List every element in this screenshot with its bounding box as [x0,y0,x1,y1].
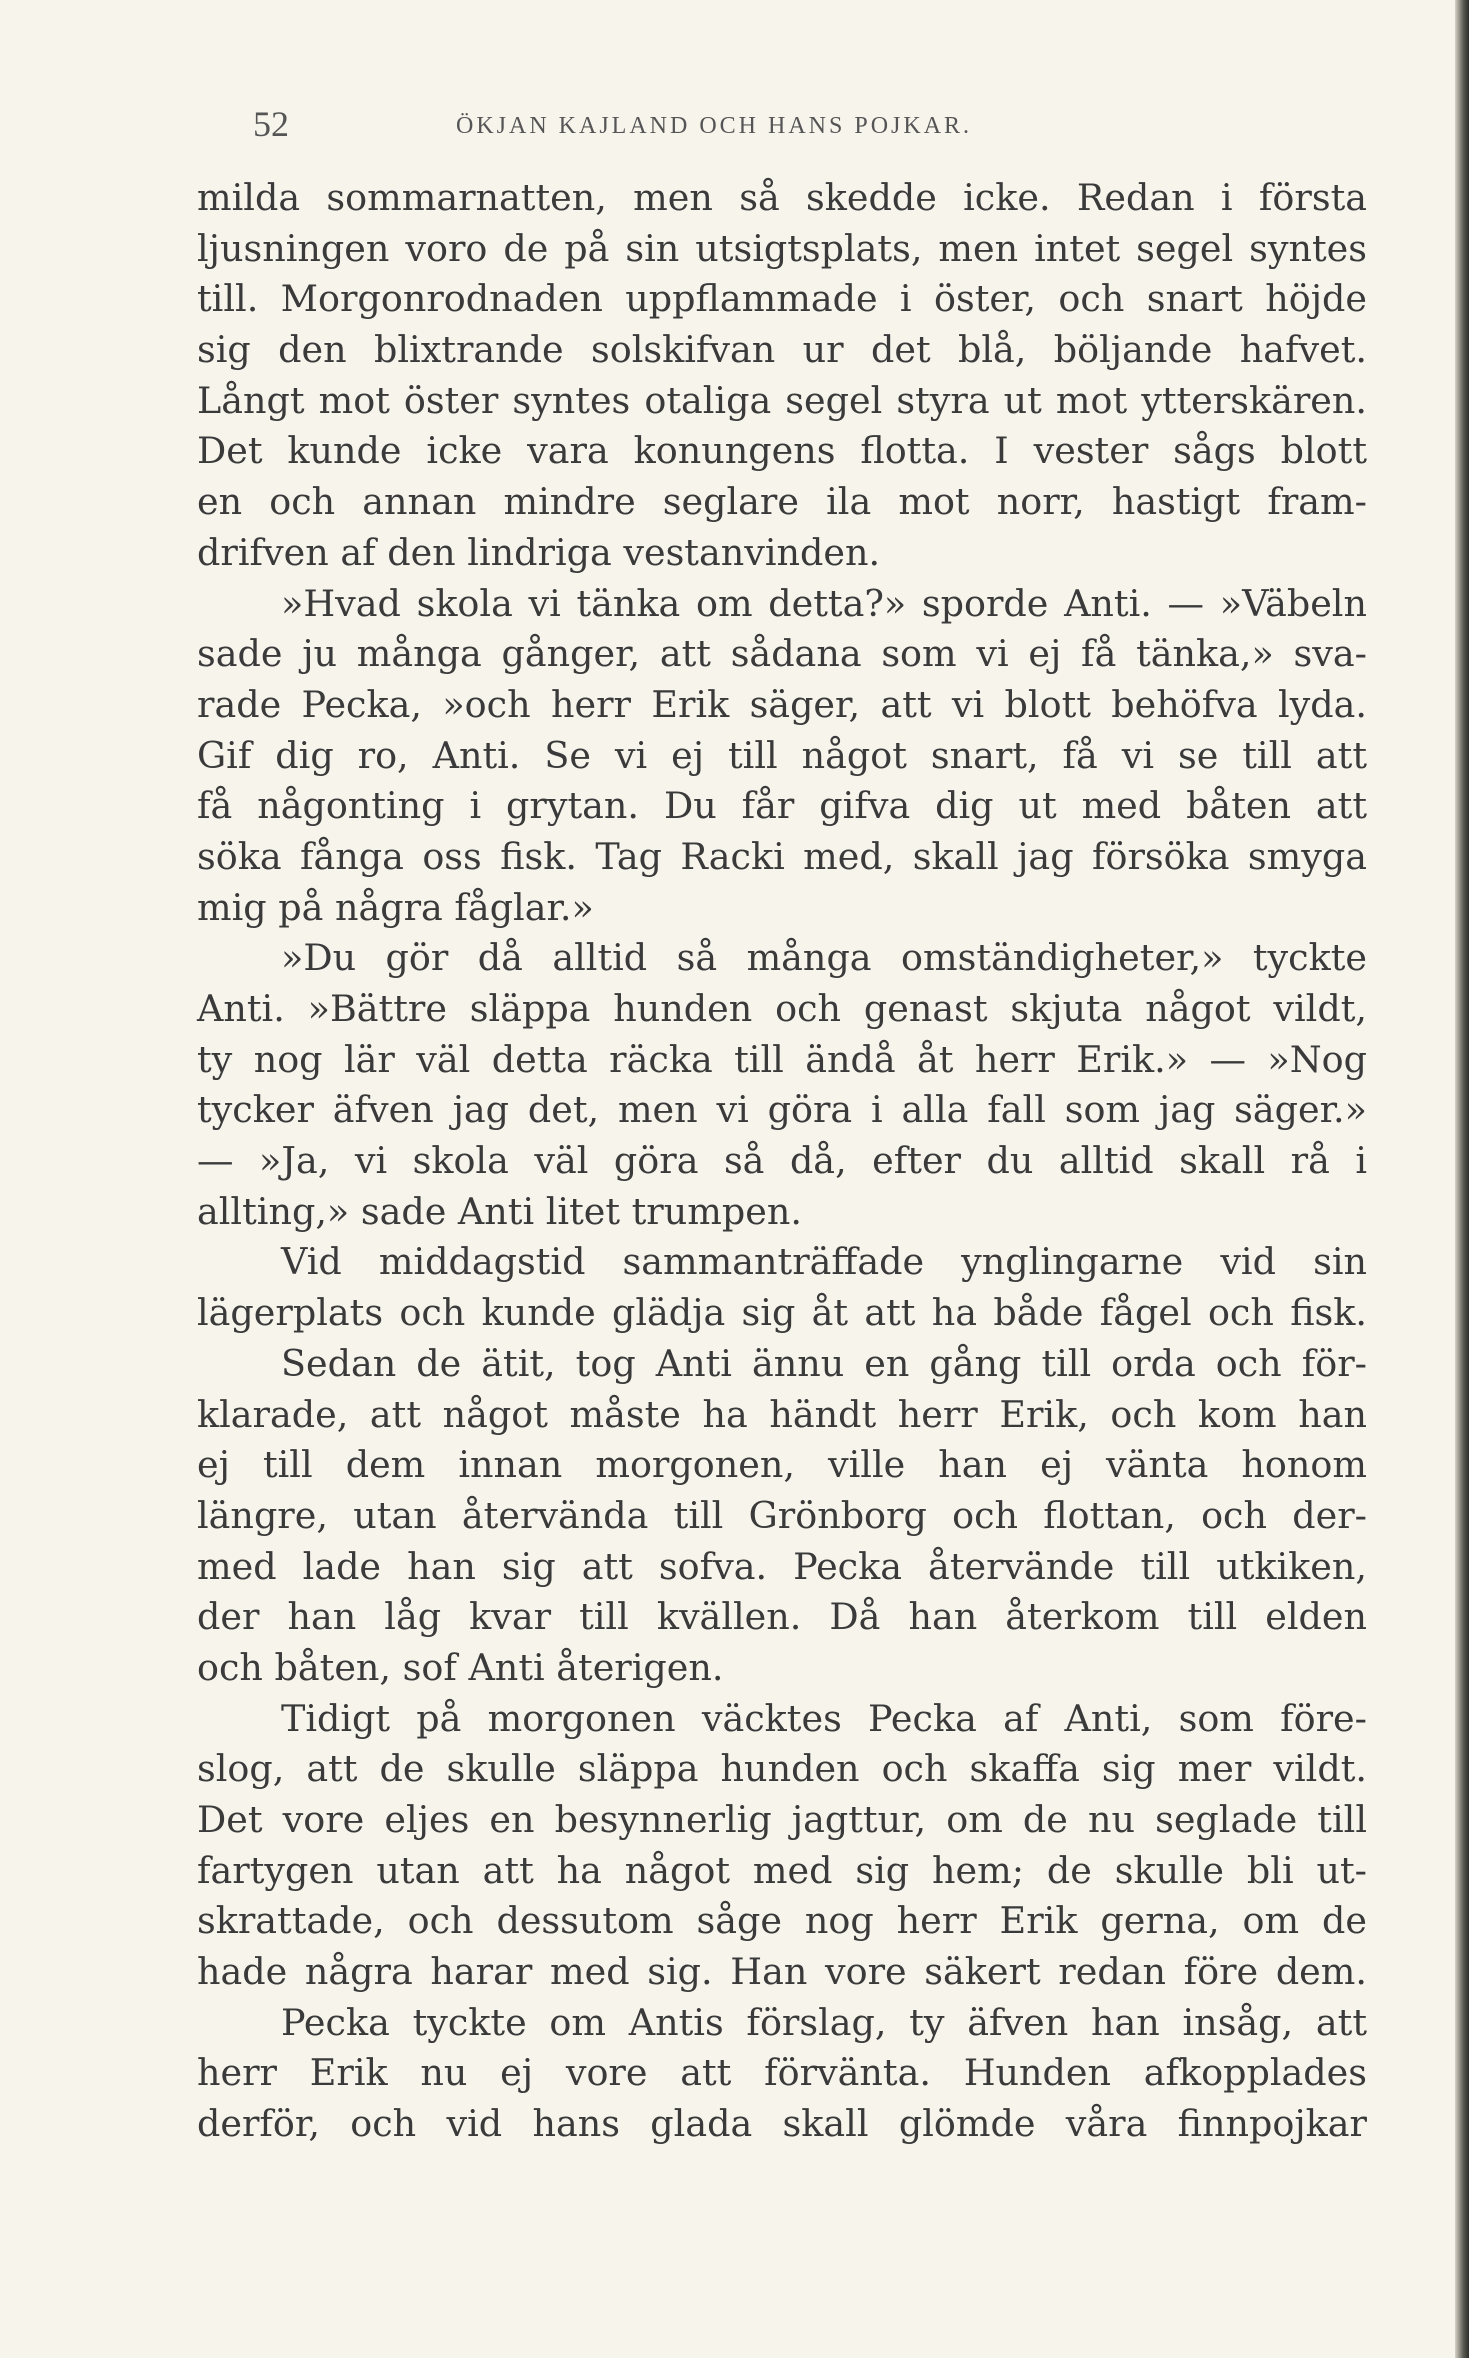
text-line: lägerplats och kunde glädja sig åt att ha både fågel och fisk. [197,1291,1367,1335]
text-line: drifven af den lindriga vestanvinden. [197,530,881,574]
text-line: derför, och vid hans glada skall glömde våra finnpojkar [197,2102,1367,2146]
text-line: ej till dem innan morgonen, ville han ej vänta honom [197,1443,1367,1487]
text-line: Det vore eljes en besynnerlig jagttur, om de nu seglade till [197,1798,1367,1841]
text-line: »Du gör då alltid så många omständigheter,» tyckte [281,936,1367,980]
text-line: allting,» sade Anti litet trumpen. [197,1189,802,1233]
text-line: Sedan de ätit, tog Anti ännu en gång till orda och för- [281,1341,1367,1385]
text-line: sade ju många gånger, att sådana som vi ej få tänka,» sva- [197,632,1367,676]
text-line: slog, att de skulle släppa hunden och skaffa sig mer vildt. [197,1747,1367,1791]
text-line: Tidigt på morgonen väcktes Pecka af Anti, som före- [281,1696,1367,1740]
text-line: hade några harar med sig. Han vore säkert redan före dem. [197,1950,1367,1994]
text-line: söka fånga oss fisk. Tag Racki med, skall jag försöka smyga [197,834,1367,878]
text-line: »Hvad skola vi tänka om detta?» sporde Anti. — »Väbeln [281,581,1367,625]
text-line: tycker äfven jag det, men vi göra i alla fall som jag säger.» [197,1088,1367,1132]
text-line: med lade han sig att sofva. Pecka återvände till utkiken, [197,1544,1367,1588]
text-line: — »Ja, vi skola väl göra så då, efter du alltid skall rå i [197,1139,1367,1183]
text-line: herr Erik nu ej vore att förvänta. Hunden afkopplades [197,2051,1367,2095]
text-line: mig på några fåglar.» [197,885,594,929]
page-number: 52 [253,104,289,144]
text-line: en och annan mindre seglare ila mot norr, hastigt fram- [197,480,1367,524]
page-header [253,104,1113,144]
text-line: Gif dig ro, Anti. Se vi ej till något snart, få vi se till att [197,733,1367,777]
text-line: längre, utan återvända till Grönborg och flottan, och der- [197,1493,1367,1537]
text-line: sig den blixtrande solskifvan ur det blå, böljande hafvet. [197,328,1367,372]
text-line: fartygen utan att ha något med sig hem; de skulle bli ut- [197,1848,1367,1892]
text-line: Vid middagstid sammanträffade ynglingarne vid sin [281,1240,1367,1284]
running-title: ÖKJAN KAJLAND OCH HANS POJKAR. [456,113,973,139]
text-line: milda sommarnatten, men så skedde icke. Redan i första [197,176,1367,219]
text-line: Långt mot öster syntes otaliga segel styra ut mot ytterskären. [197,378,1367,422]
text-line: ljusningen voro de på sin utsigtsplats, men intet segel syntes [197,226,1367,270]
body-text [197,173,1367,2150]
text-line: Anti. »Bättre släppa hunden och genast skjuta något vildt, [197,987,1367,1030]
text-line: och båten, sof Anti återigen. [197,1645,724,1689]
text-line: få någonting i grytan. Du får gifva dig ut med båten att [197,784,1367,828]
text-line: skrattade, och dessutom såge nog herr Erik gerna, om de [197,1899,1367,1943]
page-edge-shadow [1455,0,1469,2358]
text-line: ty nog lär väl detta räcka till ändå åt herr Erik.» — »Nog [197,1037,1367,1081]
text-line: Pecka tyckte om Antis förslag, ty äfven han insåg, att [281,2000,1367,2044]
text-line: der han låg kvar till kvällen. Då han återkom till elden [197,1595,1367,1639]
text-line: till. Morgonrodnaden uppflammade i öster, och snart höjde [197,277,1367,321]
text-line: Det kunde icke vara konungens flotta. I vester sågs blott [197,429,1367,473]
text-line: rade Pecka, »och herr Erik säger, att vi blott behöfva lyda. [197,682,1367,726]
text-line: klarade, att något måste ha händt herr Erik, och kom han [197,1392,1367,1436]
